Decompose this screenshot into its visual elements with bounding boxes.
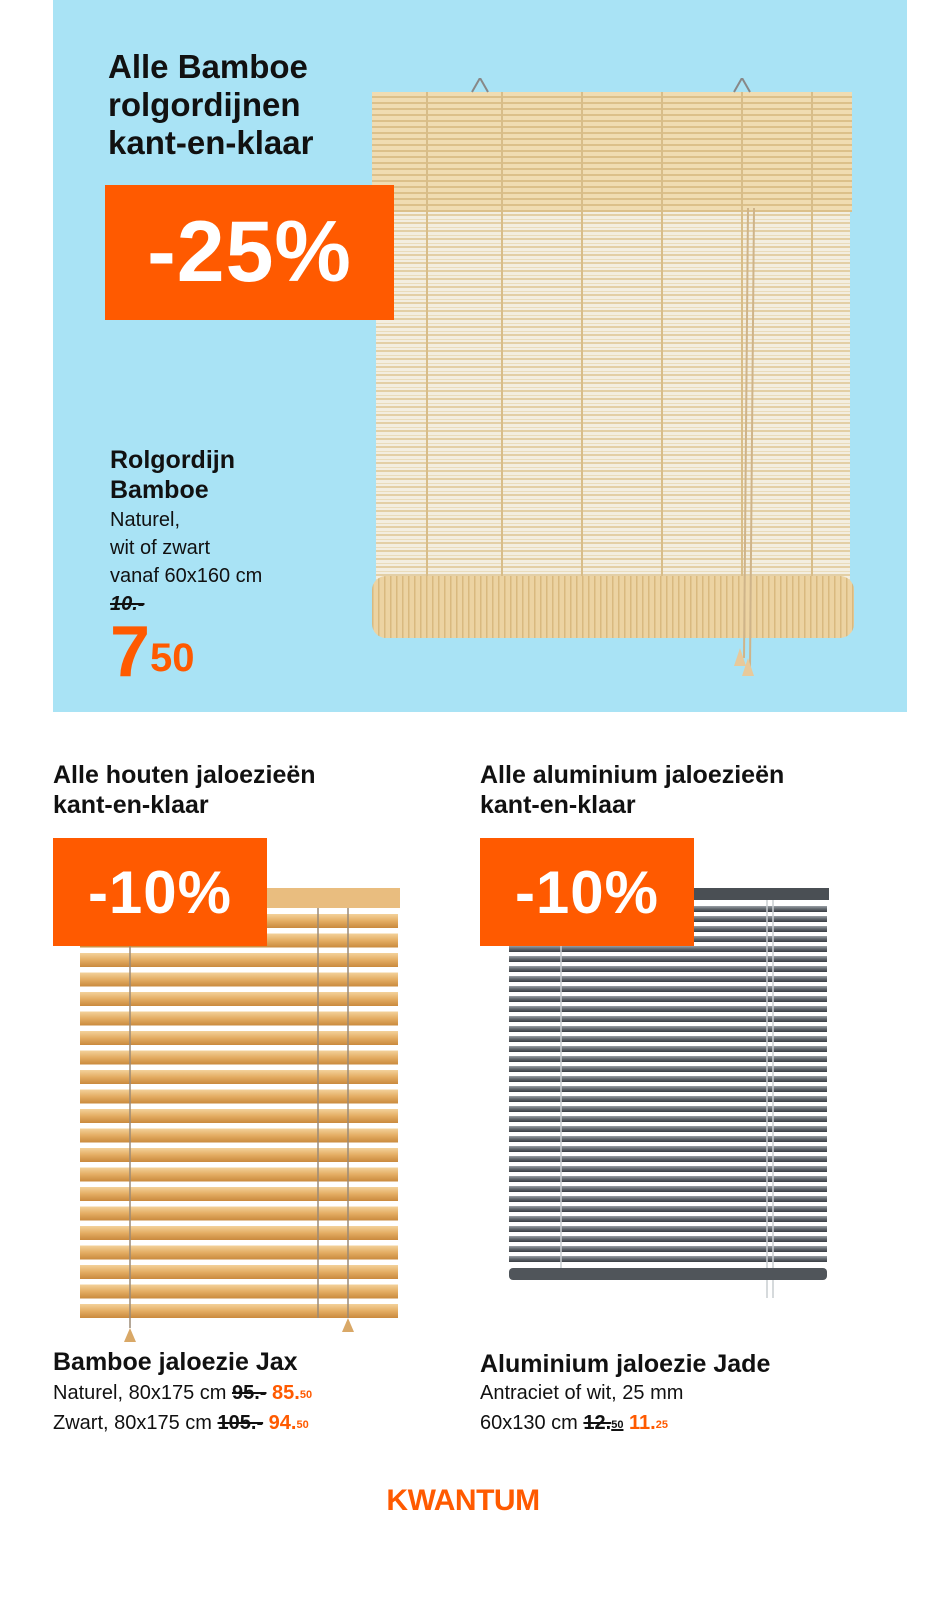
section-title-line: Alle aluminium jaloezieën bbox=[480, 761, 785, 789]
blind-slat bbox=[509, 1116, 827, 1122]
blind-slat bbox=[509, 1206, 827, 1212]
product-details bbox=[480, 1378, 683, 1438]
blind-slat bbox=[80, 1070, 398, 1084]
blind-slat bbox=[80, 1090, 398, 1104]
product-title-line: Bamboe bbox=[110, 476, 209, 504]
blind-slat bbox=[80, 953, 398, 967]
blind-slat bbox=[509, 1256, 827, 1262]
blind-slat bbox=[80, 1246, 398, 1260]
blind-slat bbox=[80, 1129, 398, 1143]
discount-badge: -10% bbox=[480, 838, 694, 946]
price-row bbox=[480, 1408, 683, 1438]
aluminium-venetian-blind-image bbox=[505, 888, 831, 1308]
blind-slat bbox=[509, 1156, 827, 1162]
blind-slat bbox=[509, 986, 827, 992]
bamboo-roller-blind-image bbox=[372, 78, 854, 684]
price-cents: 50 bbox=[299, 1389, 313, 1401]
price-row bbox=[53, 1378, 312, 1408]
price-whole: 12. bbox=[583, 1412, 612, 1434]
hero-title-line: Alle Bamboe bbox=[108, 48, 308, 85]
hero-title-line: rolgordijnen bbox=[108, 86, 301, 123]
wooden-venetian-blind-image bbox=[78, 888, 402, 1348]
product-details bbox=[110, 506, 262, 618]
blind-slat bbox=[509, 1086, 827, 1092]
sale-price bbox=[110, 612, 195, 692]
variant-label: Zwart, 80x175 cm bbox=[53, 1412, 212, 1434]
discount-badge: -10% bbox=[53, 838, 267, 946]
blind-slat bbox=[509, 1046, 827, 1052]
hero-title bbox=[108, 48, 313, 162]
section-title-line: kant-en-klaar bbox=[53, 791, 209, 819]
price-whole: 94. bbox=[268, 1412, 297, 1434]
price-cents: 50 bbox=[611, 1419, 624, 1431]
blind-slat bbox=[509, 1226, 827, 1232]
blind-slat bbox=[509, 1186, 827, 1192]
blind-slat bbox=[80, 1285, 398, 1299]
blind-slat bbox=[509, 1166, 827, 1172]
blind-slat bbox=[509, 1016, 827, 1022]
blind-slat bbox=[80, 1148, 398, 1162]
price-cents: 50 bbox=[296, 1419, 309, 1431]
sale-price bbox=[272, 1382, 312, 1404]
blind-slat bbox=[80, 1109, 398, 1123]
blind-slat bbox=[509, 966, 827, 972]
blind-slat bbox=[80, 1226, 398, 1240]
price-cents: 25 bbox=[655, 1419, 668, 1431]
old-price: 10.- bbox=[110, 593, 145, 615]
blind-slat bbox=[509, 956, 827, 962]
hero-title-line: kant-en-klaar bbox=[108, 124, 314, 161]
price-row bbox=[53, 1408, 312, 1438]
product-title: Bamboe jaloezie Jax bbox=[53, 1348, 298, 1376]
blind-slat bbox=[509, 1126, 827, 1132]
blind-slat bbox=[509, 976, 827, 982]
discount-badge: -25% bbox=[105, 185, 394, 320]
section-title-line: Alle houten jaloezieën bbox=[53, 761, 316, 789]
blind-slat bbox=[80, 1031, 398, 1045]
blind-slat bbox=[509, 1246, 827, 1252]
section-title-line: kant-en-klaar bbox=[480, 791, 636, 819]
blind-slat bbox=[80, 1187, 398, 1201]
blind-slat bbox=[509, 1146, 827, 1152]
section-title-wood bbox=[53, 760, 316, 820]
blind-slat bbox=[509, 946, 827, 952]
blind-slat bbox=[80, 1168, 398, 1182]
blind-slat bbox=[80, 1207, 398, 1221]
product-detail-line: Antraciet of wit, 25 mm bbox=[480, 1382, 684, 1404]
product-detail-line: Naturel, bbox=[110, 509, 181, 531]
blind-slat bbox=[509, 1106, 827, 1112]
product-title-line: Rolgordijn bbox=[110, 446, 235, 474]
blind-slat bbox=[509, 1006, 827, 1012]
blind-slat bbox=[509, 1216, 827, 1222]
blind-slat bbox=[509, 1036, 827, 1042]
old-price: 95.- bbox=[231, 1382, 267, 1404]
section-title-aluminium bbox=[480, 760, 784, 820]
blind-slat bbox=[80, 973, 398, 987]
old-price bbox=[583, 1412, 623, 1434]
blind-slat bbox=[509, 1056, 827, 1062]
sale-price bbox=[269, 1412, 309, 1434]
sale-price bbox=[629, 1412, 668, 1434]
brand-logo: KWANTUM bbox=[386, 1484, 540, 1517]
price-cents: 50 bbox=[150, 636, 195, 680]
blind-slat bbox=[80, 1012, 398, 1026]
price-whole: 7 bbox=[110, 612, 151, 692]
blind-slat bbox=[509, 1236, 827, 1242]
blind-slat bbox=[509, 1136, 827, 1142]
blind-slat bbox=[509, 1066, 827, 1072]
blind-slat bbox=[509, 1096, 827, 1102]
blind-slat bbox=[509, 996, 827, 1002]
product-detail-line: wit of zwart bbox=[110, 537, 211, 559]
product-price-list bbox=[53, 1378, 312, 1438]
old-price: 105.- bbox=[217, 1412, 264, 1434]
blind-slat bbox=[509, 1196, 827, 1202]
blind-slat bbox=[509, 1076, 827, 1082]
product-detail-line: vanaf 60x160 cm bbox=[110, 565, 263, 587]
blind-slat bbox=[80, 1265, 398, 1279]
product-title bbox=[110, 445, 235, 505]
product-title: Aluminium jaloezie Jade bbox=[480, 1350, 771, 1378]
blind-slat bbox=[80, 992, 398, 1006]
price-whole: 85. bbox=[272, 1382, 300, 1404]
blind-slat bbox=[80, 1304, 398, 1318]
blind-slat bbox=[509, 1026, 827, 1032]
variant-label: 60x130 cm bbox=[480, 1412, 578, 1434]
price-whole: 11. bbox=[629, 1412, 656, 1434]
variant-label: Naturel, 80x175 cm bbox=[53, 1382, 227, 1404]
blind-slat bbox=[80, 1051, 398, 1065]
blind-slat bbox=[509, 1176, 827, 1182]
